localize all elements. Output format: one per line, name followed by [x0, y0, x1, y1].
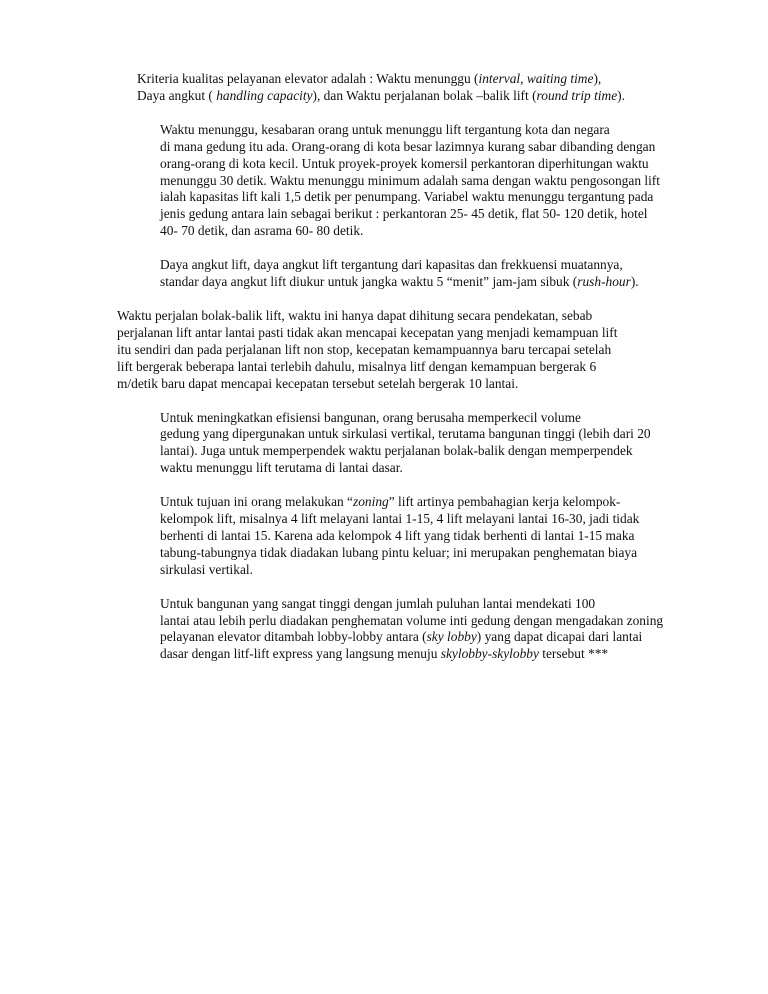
text-run: Daya angkut (: [137, 87, 217, 103]
text-line: [117, 410, 657, 427]
text-run: kelompok lift, misalnya 4 lift melayani lantai 1-15, 4 lift melayani lantai 16-30, jadi tidak: [160, 511, 640, 527]
paragraph-7: [117, 595, 664, 664]
paragraph-5: [117, 410, 657, 478]
text-run: berhenti di lantai 15. Karena ada kelompok 4 lift yang tidak berhenti di lantai 1-15 maka: [160, 527, 635, 543]
paragraph-6: [117, 494, 657, 579]
paragraph-1: [117, 71, 657, 105]
text-line: [117, 545, 657, 562]
text-run: ” lift artinya pembahagian kerja kelompok-: [388, 494, 621, 510]
text-run: tersebut ***: [538, 646, 609, 662]
text-run: ialah kapasitas lift kali 1,5 detik per penumpang. Variabel waktu menunggu tergantung pada: [160, 189, 654, 205]
text-line: [117, 612, 664, 630]
text-run: m/detik baru dapat mencapai kecepatan tersebut setelah bergerak 10 lantai.: [117, 375, 519, 391]
text-run: pelayanan elevator ditambah lobby-lobby antara (: [160, 629, 427, 645]
text-run: Untuk meningkatkan efisiensi bangunan, orang berusaha memperkecil volume: [160, 409, 581, 425]
text-line: [117, 511, 657, 528]
paragraph-3: [117, 257, 657, 291]
text-line: [117, 629, 657, 646]
text-line: [117, 562, 657, 579]
text-run: 40- 70 detik, dan asrama 60- 80 detik.: [160, 223, 364, 239]
text-line: [117, 156, 657, 173]
italic-term: skylobby-skylobby: [440, 646, 539, 662]
text-line: [117, 528, 657, 545]
text-run: lantai). Juga untuk memperpendek waktu perjalanan bolak-balik dengan memperpendek: [160, 443, 633, 459]
text-run: Waktu perjalan bolak-balik lift, waktu ini hanya dapat dihitung secara pendekatan, sebab: [117, 307, 593, 323]
text-line: [117, 460, 657, 477]
text-run: waktu menunggu lift terutama di lantai dasar.: [160, 460, 403, 476]
text-run: di mana gedung itu ada. Orang-orang di kota besar lazimnya kurang sabar dibanding dengan: [160, 138, 656, 154]
text-run: gedung yang dipergunakan untuk sirkulasi vertikal, terutama bangunan tinggi (lebih dari 20: [160, 426, 651, 442]
italic-term: sky lobby: [426, 629, 477, 645]
italic-term: round trip time: [536, 87, 618, 103]
document-body: [117, 71, 664, 680]
text-run: sirkulasi vertikal.: [160, 561, 253, 577]
text-line: [117, 139, 657, 156]
text-run: tabung-tabungnya tidak diadakan lubang pintu keluar; ini merupakan penghematan biaya: [160, 544, 638, 560]
text-run: Waktu menunggu, kesabaran orang untuk menunggu lift tergantung kota dan negara: [160, 121, 610, 137]
text-line: [117, 426, 657, 443]
text-run: Kriteria kualitas pelayanan elevator adalah : Waktu menunggu (: [137, 71, 479, 86]
text-run: Untuk bangunan yang sangat tinggi dengan jumlah puluhan lantai mendekati 100: [160, 595, 596, 611]
text-line: [117, 189, 657, 206]
text-run: ).: [617, 87, 625, 103]
text-line: [117, 88, 657, 105]
text-line: [117, 359, 657, 376]
text-line: [117, 122, 657, 139]
text-line: [117, 443, 657, 460]
text-run: ).: [630, 274, 639, 290]
italic-term: rush-hour: [577, 274, 631, 290]
text-run: Daya angkut lift, daya angkut lift tergantung dari kapasitas dan frekkuensi muatannya,: [160, 257, 623, 273]
text-run: dasar dengan litf-lift express yang langsung menuju: [160, 646, 441, 662]
paragraph-2: [117, 121, 660, 240]
text-line: [117, 342, 657, 359]
text-line: [117, 172, 660, 190]
italic-term: interval, waiting time: [478, 71, 594, 86]
text-line: [117, 376, 657, 393]
text-run: ) yang dapat dicapai dari lantai: [476, 629, 643, 645]
text-line: [117, 646, 657, 663]
text-line: [117, 274, 657, 291]
text-line: [117, 71, 657, 88]
text-run: lantai atau lebih perlu diadakan penghematan volume inti gedung dengan mengadakan zoning: [160, 612, 664, 628]
text-run: jenis gedung antara lain sebagai berikut : perkantoran 25- 45 detik, flat 50- 120 detik, hotel: [160, 206, 648, 222]
text-line: [117, 325, 657, 342]
text-run: ), dan Waktu perjalanan bolak –balik lift (: [312, 87, 537, 103]
paragraph-4: [117, 308, 657, 393]
text-run: itu sendiri dan pada perjalanan lift non stop, kecepatan kemampuannya baru tercapai setelah: [117, 341, 612, 357]
text-run: orang-orang di kota kecil. Untuk proyek-proyek komersil perkantoran diperhitungan waktu: [160, 155, 649, 171]
text-line: [117, 223, 657, 240]
text-run: menunggu 30 detik. Waktu menunggu minimum adalah sama dengan waktu pengosongan lift: [160, 172, 660, 188]
italic-term: handling capacity: [216, 87, 313, 103]
text-run: ),: [593, 71, 602, 86]
text-line: [117, 494, 657, 511]
text-run: standar daya angkut lift diukur untuk jangka waktu 5 “menit” jam-jam sibuk (: [160, 274, 578, 290]
text-line: [117, 596, 657, 613]
text-line: [117, 308, 657, 325]
text-line: [117, 206, 657, 223]
italic-term: zoning: [353, 494, 389, 510]
text-run: perjalanan lift antar lantai pasti tidak akan mencapai kecepatan yang menjadi kemampuan lift: [117, 324, 618, 340]
text-run: Untuk tujuan ini orang melakukan “: [160, 494, 354, 510]
text-line: [117, 257, 657, 274]
text-run: lift bergerak beberapa lantai terlebih dahulu, misalnya litf dengan kemampuan bergerak 6: [117, 358, 597, 374]
